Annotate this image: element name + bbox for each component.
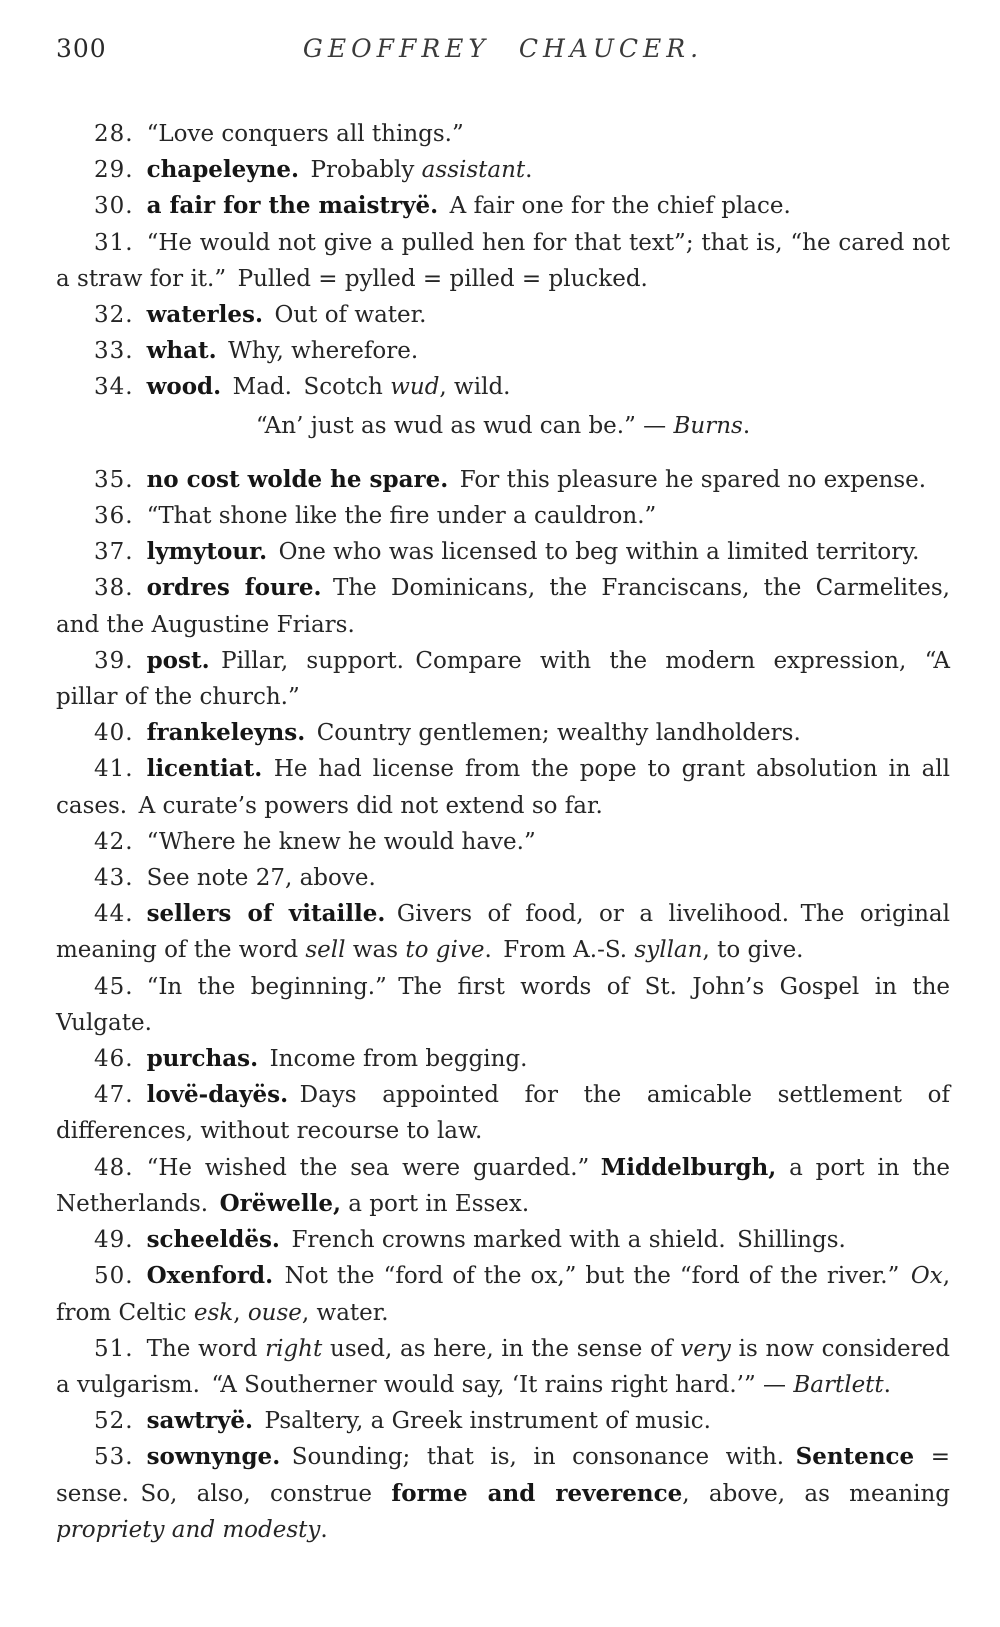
note-text-bold: lovë-dayës. — [146, 1081, 289, 1109]
note-item — [56, 751, 950, 823]
note-text-bold: sownynge. — [146, 1443, 281, 1471]
note-number: 31. — [94, 229, 134, 256]
note-text-plain: a port in the Netherlands. — [56, 1154, 950, 1217]
note-text-plain: The Dominicans, the Franciscans, the Carmelites, and the Augustine Friars. — [56, 575, 950, 638]
note-text-plain: See note 27, above. — [146, 865, 376, 892]
note-number: 39. — [94, 647, 134, 674]
note-text-plain: “He would not give a pulled hen for that text”; that is, “he cared not a straw for it.” Pulled = pylled = pilled = plucked. — [56, 229, 950, 292]
note-number: 28. — [94, 121, 134, 147]
note-text-bold: frankeleyns. — [146, 719, 306, 747]
note-text-plain: , to give. — [702, 937, 804, 964]
note-text-plain: Sounding; that is, in consonance with. — [280, 1444, 796, 1471]
note-text-plain: used, as here, in the sense of — [322, 1335, 681, 1362]
note-text-plain: = sense. So, also, construe — [56, 1444, 950, 1507]
note-item — [56, 333, 950, 369]
note-item — [56, 188, 950, 224]
note-text-plain: , — [233, 1299, 248, 1326]
note-item — [56, 1041, 950, 1077]
note-text-plain: , wild. — [439, 374, 511, 401]
note-item — [56, 1439, 950, 1548]
note-text-italic: syllan — [634, 937, 703, 964]
note-text-plain: . From A.-S. — [484, 937, 635, 964]
note-text-italic: wud — [390, 374, 440, 401]
note-text-bold: Oxenford. — [146, 1262, 274, 1290]
note-item — [56, 860, 950, 896]
note-number: 34. — [94, 374, 134, 401]
note-text-plain: “In the beginning.” The first words of St. John’s Gospel in the Vulgate. — [56, 973, 950, 1036]
note-number: 47. — [94, 1082, 134, 1109]
note-text-bold: wood. — [146, 373, 222, 401]
note-text-italic: to give — [405, 937, 485, 964]
note-text-bold: lymytour. — [146, 538, 268, 566]
note-text-plain: “An’ just as wud as wud can be.” — — [255, 412, 674, 439]
note-item — [56, 969, 950, 1041]
note-text-plain: a port in Essex. — [340, 1190, 530, 1217]
note-number: 32. — [94, 302, 134, 329]
note-text-plain: Why, wherefore. — [216, 338, 419, 365]
note-text-bold: sawtryë. — [146, 1407, 253, 1435]
note-text-plain: . — [525, 157, 533, 184]
note-text-italic: sell — [305, 937, 346, 964]
note-text-plain: “That shone like the fire under a cauldron.” — [146, 503, 657, 530]
note-text-plain: , from Celtic — [56, 1263, 950, 1326]
note-item — [56, 462, 950, 498]
note-item — [56, 1258, 950, 1330]
note-item — [56, 1331, 950, 1403]
note-item — [56, 715, 950, 751]
note-number: 46. — [94, 1046, 134, 1073]
note-text-plain: “Love conquers all things.” — [146, 121, 464, 147]
note-number: 44. — [94, 901, 134, 928]
note-text-plain: Days appointed for the amicable settlement of differences, without recourse to law. — [56, 1082, 950, 1145]
note-text-plain: Givers of food, or a livelihood. The original meaning of the word — [56, 901, 950, 964]
note-number: 33. — [94, 338, 134, 365]
note-text-plain: For this pleasure he spared no expense. — [448, 466, 927, 493]
note-item — [56, 1222, 950, 1258]
note-text-italic: ouse — [247, 1299, 302, 1326]
note-item — [56, 297, 950, 333]
note-item — [56, 1077, 950, 1149]
note-number: 51. — [94, 1335, 134, 1362]
note-text-plain: Pillar, support. Compare with the modern expression, “A pillar of the church.” — [56, 647, 950, 711]
note-number: 48. — [94, 1154, 134, 1181]
note-text-italic: Ox — [910, 1263, 943, 1290]
running-head: GEOFFREY CHAUCER. — [302, 34, 704, 63]
note-text-plain: is now considered a vulgarism. “A Southerner would say, ‘It rains right hard.’” — — [56, 1335, 950, 1398]
note-text-bold: a fair for the maistryë. — [146, 192, 439, 220]
note-text-plain: “He wished the sea were guarded.” — [146, 1154, 601, 1181]
note-text-bold: forme and reverence — [391, 1479, 683, 1507]
note-text-plain: Country gentlemen; wealthy landholders. — [305, 720, 801, 747]
note-text-plain: was — [345, 937, 406, 964]
note-number: 43. — [94, 865, 134, 892]
note-text-plain: Out of water. — [262, 302, 427, 329]
note-item — [56, 152, 950, 188]
note-text-plain: He had license from the pope to grant absolution in all cases. A curate’s powers did not extend so far. — [56, 756, 950, 819]
note-text-plain: Probably — [299, 157, 422, 184]
note-text-italic: Bartlett — [793, 1371, 884, 1398]
note-number: 53. — [94, 1444, 134, 1471]
note-text-plain: Income from begging. — [258, 1046, 528, 1073]
note-number: 29. — [94, 157, 134, 184]
note-number: 36. — [94, 503, 134, 530]
note-text-bold: post. — [146, 646, 210, 674]
note-text-italic: very — [680, 1335, 731, 1362]
note-text-plain: , above, as meaning — [682, 1480, 951, 1507]
note-text-italic: esk — [193, 1299, 234, 1326]
note-text-plain: One who was licensed to beg within a limited territory. — [267, 539, 920, 566]
note-number: 45. — [94, 973, 134, 1000]
note-text-plain: French crowns marked with a shield. Shillings. — [279, 1227, 846, 1254]
note-number: 49. — [94, 1227, 134, 1254]
note-text-bold: Orëwelle, — [219, 1189, 341, 1217]
note-item — [56, 534, 950, 570]
block-quote — [56, 408, 950, 444]
note-text-plain: The word — [146, 1335, 266, 1362]
note-text-plain: Not the “ford of the ox,” but the “ford of the river.” — [273, 1263, 911, 1290]
note-text-bold: Sentence — [795, 1443, 915, 1471]
note-text-bold: chapeleyne. — [146, 156, 300, 184]
note-item — [56, 570, 950, 642]
notes-list — [56, 116, 950, 1548]
note-item — [56, 1403, 950, 1439]
note-item — [56, 498, 950, 534]
note-number: 37. — [94, 539, 134, 566]
note-text-bold: purchas. — [146, 1045, 259, 1073]
note-text-bold: scheeldës. — [146, 1226, 280, 1254]
note-text-bold: what. — [146, 337, 217, 365]
page-header — [56, 34, 950, 66]
page-number: 300 — [56, 34, 107, 63]
note-text-italic: Burns — [673, 412, 743, 439]
note-number: 52. — [94, 1408, 134, 1435]
note-text-plain: , water. — [301, 1299, 389, 1326]
note-number: 30. — [94, 193, 134, 220]
note-item — [56, 1150, 950, 1222]
note-text-italic: right — [265, 1335, 323, 1362]
note-text-italic: propriety and modesty — [56, 1516, 321, 1543]
note-text-plain: Psaltery, a Greek instrument of music. — [252, 1408, 711, 1435]
note-item — [56, 824, 950, 860]
note-item — [56, 369, 950, 405]
note-text-plain: Mad. Scotch — [221, 374, 391, 401]
note-text-plain: A fair one for the chief place. — [438, 193, 791, 220]
note-text-plain: “Where he knew he would have.” — [146, 828, 536, 855]
note-item — [56, 225, 950, 297]
note-number: 41. — [94, 756, 134, 783]
note-text-bold: sellers of vitaille. — [146, 900, 386, 928]
note-text-plain: . — [320, 1516, 328, 1543]
note-text-bold: Middelburgh, — [600, 1153, 777, 1181]
note-text-bold: waterles. — [146, 301, 263, 329]
note-item — [56, 896, 950, 968]
note-text-italic: assistant — [421, 157, 526, 184]
note-number: 38. — [94, 575, 134, 602]
note-number: 40. — [94, 720, 134, 747]
note-item — [56, 643, 950, 715]
note-text-plain: . — [883, 1371, 891, 1398]
note-text-plain: . — [742, 412, 751, 439]
note-number: 35. — [94, 466, 134, 493]
note-text-bold: no cost wolde he spare. — [146, 465, 449, 493]
note-number: 50. — [94, 1263, 134, 1290]
note-item — [56, 116, 950, 152]
note-number: 42. — [94, 828, 134, 855]
note-text-bold: ordres foure. — [146, 574, 322, 602]
note-text-bold: licentiat. — [146, 755, 263, 783]
